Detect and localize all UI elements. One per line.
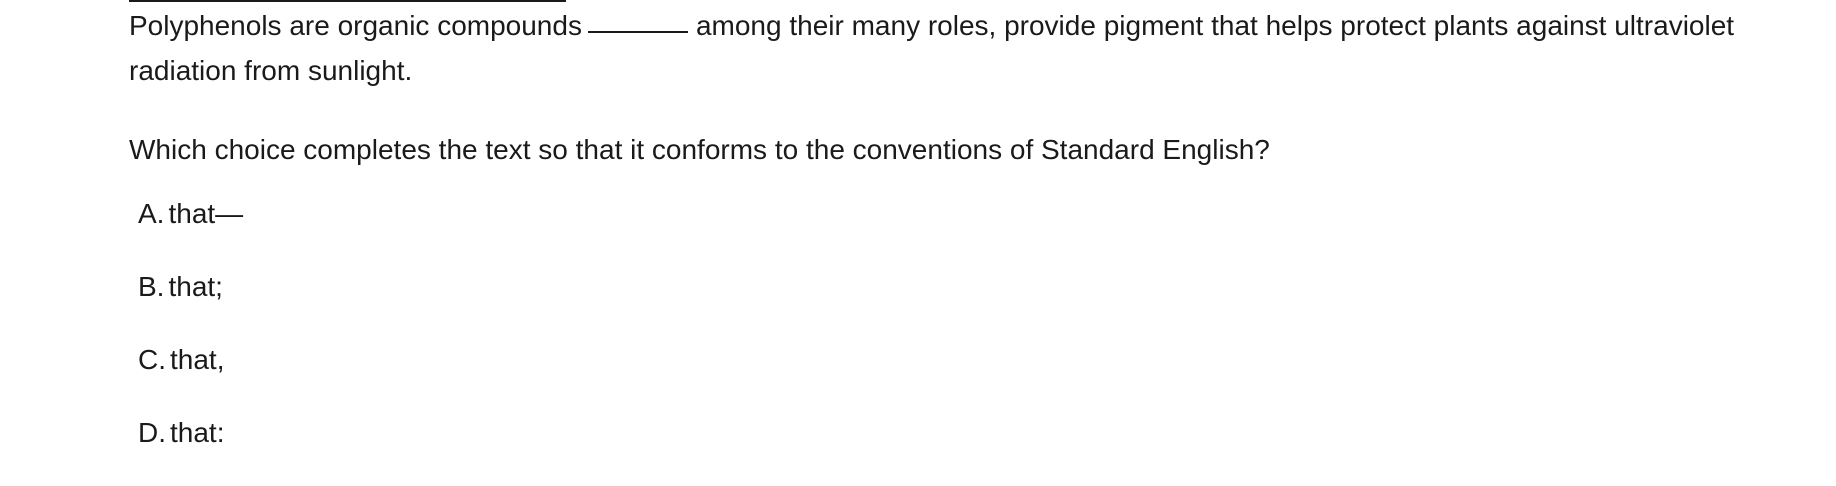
passage-text	[129, 3, 1769, 93]
choice-text: that:	[170, 417, 225, 448]
choice-letter: B.	[138, 271, 165, 302]
question-prompt: Which choice completes the text so that it conforms to the conventions of Standard English?	[129, 134, 1270, 165]
passage-top-divider	[129, 0, 566, 2]
choice-letter: D.	[138, 417, 166, 448]
choice-d[interactable]	[138, 413, 243, 453]
choice-a[interactable]	[138, 194, 243, 234]
passage-before-blank: Polyphenols are organic compounds	[129, 10, 582, 41]
passage-after-blank: among their many roles, provide pigment that helps protect plants against ultraviolet radiation from sunlight.	[129, 10, 1735, 86]
choice-c[interactable]	[138, 340, 243, 380]
choice-b[interactable]	[138, 267, 243, 307]
answer-choices	[138, 194, 243, 486]
choice-letter: C.	[138, 344, 166, 375]
choice-text: that;	[168, 271, 223, 302]
choice-text: that,	[170, 344, 225, 375]
choice-letter: A.	[138, 198, 165, 229]
choice-text: that—	[168, 198, 244, 229]
fill-in-blank	[588, 31, 688, 33]
